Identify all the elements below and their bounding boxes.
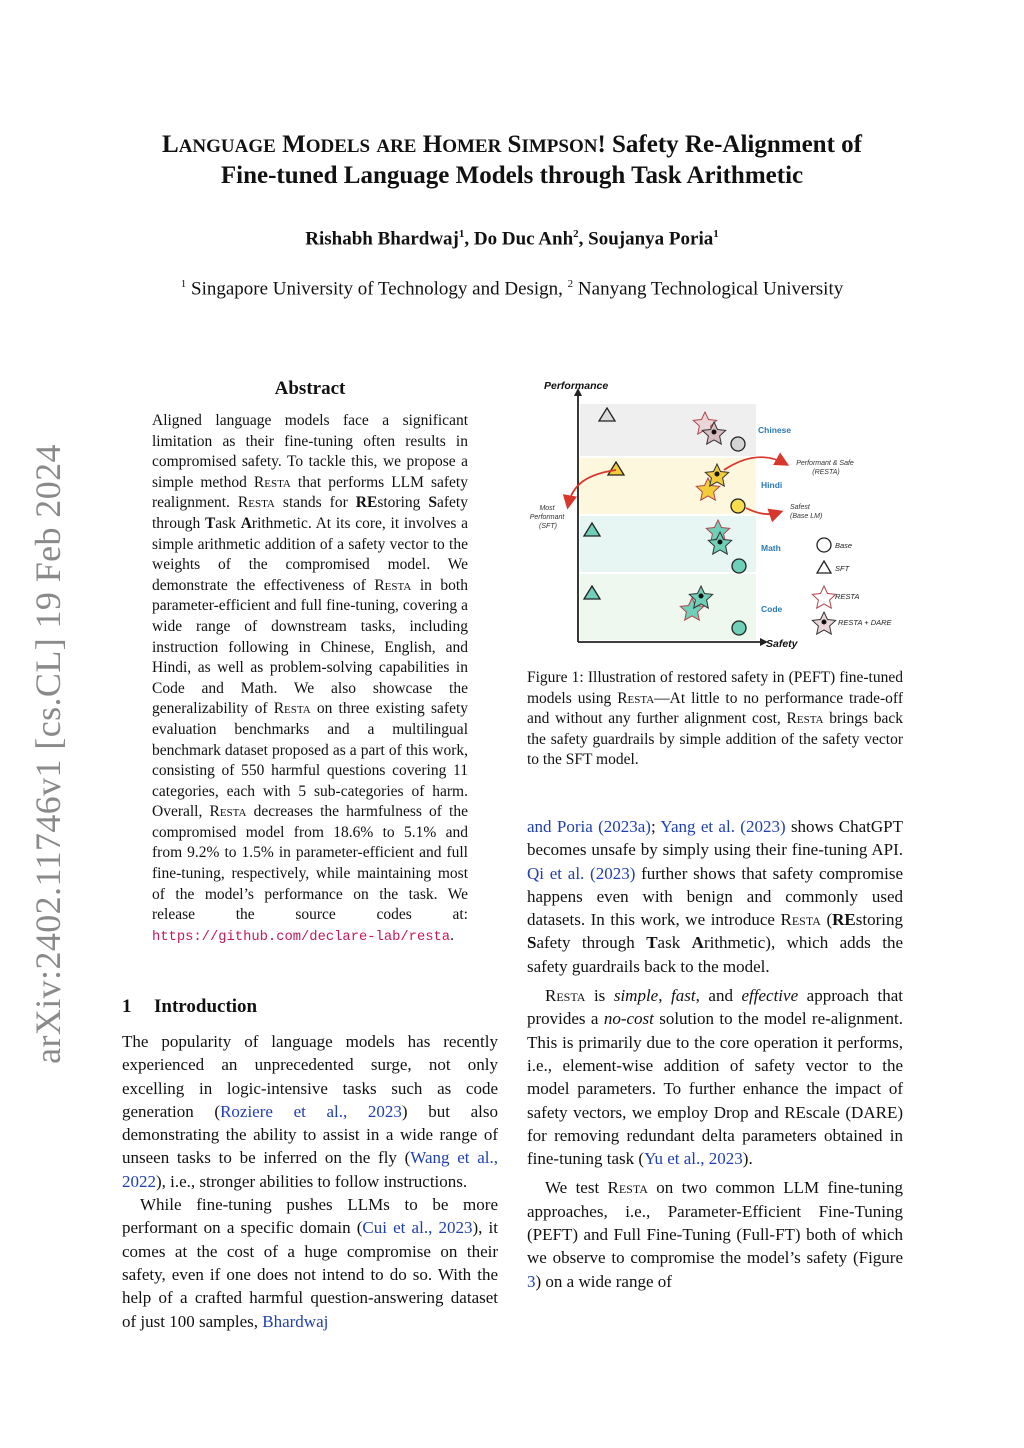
title-line-2: Fine-tuned Language Models through Task Arithmetic	[220, 162, 804, 189]
paragraph: While fine-tuning pushes LLMs to be more performant on a specific domain (Cui et al., 2023), it comes at the cost of a huge compromise on their safety, even if one does not intend to do so. With the help of a crafted harmful question-answering dataset of just 100 samples, Bhardwaj	[122, 1195, 499, 1331]
author-list: Rishabh Bhardwaj$^1$, Do Duc Anh$^2$, Soujanya Poria$^1$	[305, 228, 719, 250]
legend-sft-triangle	[817, 561, 831, 573]
band-label-math: Math	[761, 543, 781, 553]
band-label-chinese: Chinese	[758, 425, 792, 435]
abstract-body: Aligned language models face a significant limitation as their fine-tuning often results in compromised safety. To tackle this, we propose a simple method Resta that performs LLM safety realignment. Resta stands for REstoring Safety through Task Arithmetic. At its core, it involves a simple arithmetic addition of a safety vector to the weights of the compromised model. We demonstrate the effectiveness of Resta in both parameter-efficient and full fine-tuning, covering a wide range of downstream tasks, including instruction following in Chinese, English, and Hindi, as well as problem-solving capabilities in Code and Math. We also showcase the generalizability of Resta on three existing safety evaluation benchmarks and a multilingual benchmark dataset proposed as a part of this work, consisting of 550 harmful questions covering 11 categories, each with 5 sub-categories of harm. Overall, Resta decreases the harmfulness of the compromised model from 18.6% to 5.1% and from 9.2% to 1.5% in parameter-efficient and full fine-tuning, respectively, while maintaining most of the model’s performance on the task. We release the source codes at: https://github.com/declare-lab/resta.	[152, 412, 468, 945]
band-label-hindi: Hindi	[761, 480, 783, 490]
citation-link[interactable]: Roziere et al., 2023	[220, 1101, 402, 1121]
section-heading-introduction: 1 Introduction	[122, 996, 258, 1017]
band-math	[580, 516, 756, 572]
y-axis-label: Performance	[544, 380, 609, 392]
intro-left-column	[122, 1030, 498, 1333]
figure-reference-link[interactable]: 3	[527, 1271, 536, 1291]
figure-1-illustration	[528, 374, 918, 660]
legend-base-circle	[817, 538, 831, 552]
figure-1	[528, 374, 918, 660]
source-code-link[interactable]: https://github.com/declare-lab/resta	[152, 929, 451, 945]
citation-link[interactable]: Yang et al. (2023)	[660, 817, 786, 836]
legend-label-sft: SFT	[835, 564, 850, 573]
citation-link[interactable]: Yu et al., 2023	[644, 1149, 743, 1169]
x-axis-label: Safety	[766, 638, 798, 650]
legend-label-base: Base	[835, 541, 853, 550]
citation-link[interactable]: Qi et al. (2023)	[527, 863, 636, 883]
author-name: Do Duc Anh	[473, 228, 574, 250]
base-circle-hindi	[731, 499, 745, 513]
citation-link[interactable]: Cui et al., 2023	[362, 1218, 473, 1238]
base-circle-chinese	[731, 437, 745, 451]
arxiv-id: arXiv:2402.11746v1 [cs.CL] 19 Feb 2024	[28, 444, 68, 1064]
legend-label-resta-dare: RESTA + DARE	[838, 618, 892, 627]
legend-label-resta: RESTA	[835, 592, 860, 601]
arxiv-stamp	[28, 444, 68, 1064]
abstract-heading: Abstract	[274, 378, 346, 399]
paragraph: The popularity of language models has recently experienced an unprecedented surge, not only excelling in logic-intensive tasks such as code generation (Roziere et al., 2023) but also demonstrating the ability to assist in a wide range of unseen tasks to be inferred on the fly (Wang et al., 2022), i.e., stronger abilities to follow instructions.	[122, 1032, 498, 1191]
band-code	[580, 574, 756, 640]
affiliations: $^1$ Singapore University of Technology and Design, $^2$ Nanyang Technological University	[180, 278, 844, 300]
citation-link[interactable]: and Poria (2023a)	[527, 817, 651, 836]
legend-resta-star	[812, 586, 835, 608]
base-circle-code	[732, 621, 746, 635]
annotation-safest: Safest (Base LM)	[790, 504, 823, 520]
author-name: Rishabh Bhardwaj	[305, 228, 459, 250]
paragraph: and Poria (2023a); Yang et al. (2023) shows ChatGPT becomes unsafe by simply using their fine-tuning API. Qi et al. (2023) further shows that safety compromise happens even with benign and commonly used datasets. In this work, we introduce Resta (REstoring Safety through Task Arithmetic), which adds the safety guardrails back to the model.	[527, 817, 903, 976]
citation-link[interactable]: Wang et al., 2022	[122, 1148, 498, 1191]
figure-1-caption: Figure 1: Illustration of restored safety in (PEFT) fine-tuned models using Resta—At little to no performance trade-off and without any further alignment cost, Resta brings back the safety guardrails by simple addition of the safety vector to the SFT model.	[527, 669, 903, 769]
band-label-code: Code	[761, 604, 783, 614]
paragraph: We test Resta on two common LLM fine-tuning approaches, i.e., Parameter-Efficient Fine-Tuning (PEFT) and Full Fine-Tuning (Full-FT) both of which we observe to compromise the model’s safety (Figure 3) on a wide range of	[527, 1178, 903, 1291]
citation-link[interactable]: Bhardwaj	[262, 1311, 329, 1331]
annotation-most-performant: Most Performant (SFT)	[529, 505, 565, 530]
annotation-performant-safe: Performant & Safe (RESTA)	[796, 460, 854, 476]
intro-right-column	[527, 815, 903, 1299]
base-circle-math	[732, 559, 746, 573]
author-name: Soujanya Poria	[588, 228, 714, 250]
paper-title	[100, 130, 924, 190]
figure-legend	[812, 538, 892, 634]
title-line-1: LANGUAGE MODELS ARE HOMER SIMPSON! Safety Re-Alignment of	[162, 131, 862, 158]
paragraph: Resta is simple, fast, and effective approach that provides a no-cost solution to the model re-alignment. This is primarily due to the core operation it performs, i.e., element-wise addition of safety vector to the model parameters. To further enhance the impact of safety vectors, we employ Drop and REscale (DARE) for removing redundant delta parameters obtained in fine-tuning task (Yu et al., 2023).	[527, 986, 904, 1169]
